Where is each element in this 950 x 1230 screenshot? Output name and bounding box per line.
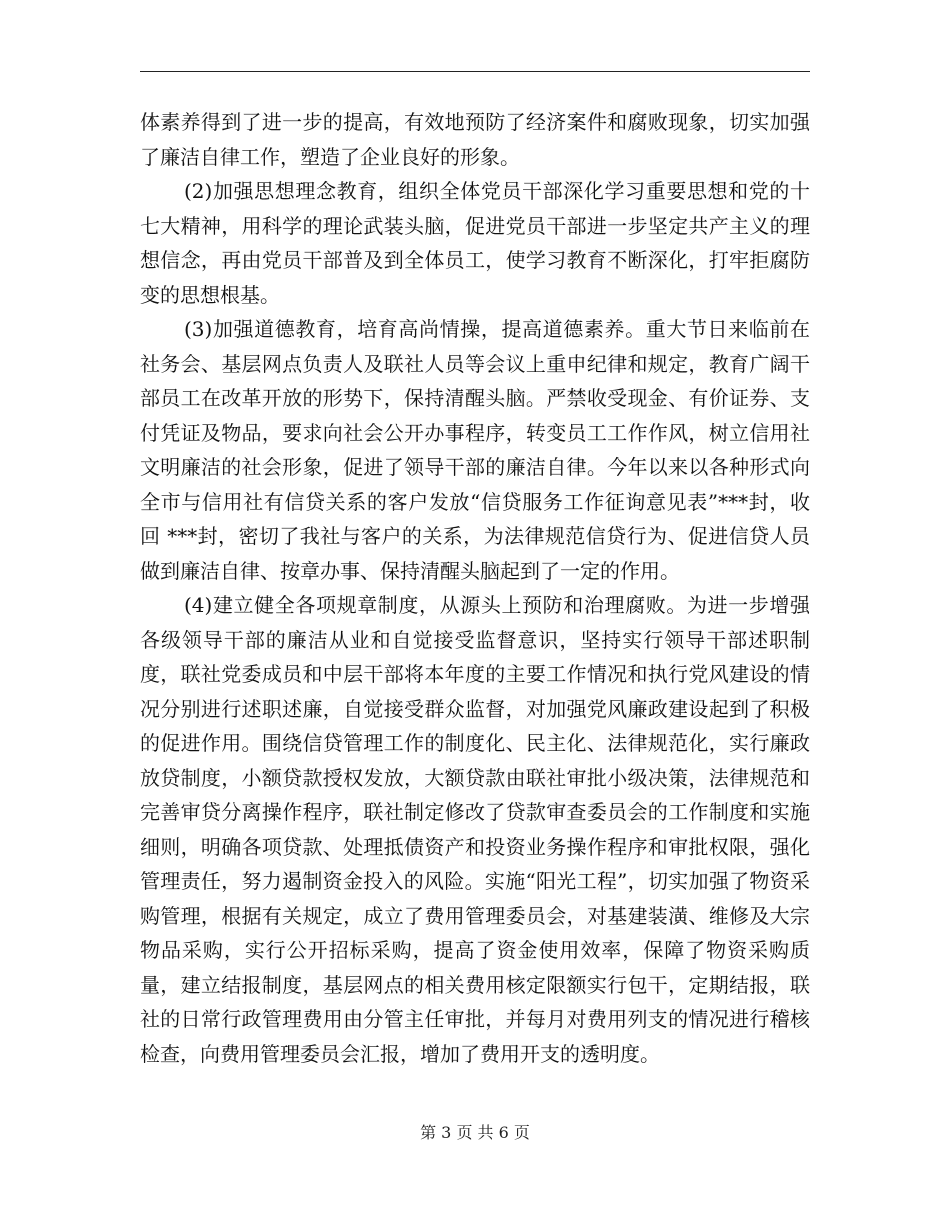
header-rule [140,71,810,72]
paragraph-continuation: 体素养得到了进一步的提高，有效地预防了经济案件和腐败现象，切实加强了廉洁自律工作，塑造了企业良好的形象。 [140,110,810,169]
paragraph-item-2: (2)加强思想理念教育，组织全体党员干部深化学习重要思想和党的十七大精神，用科学的理论武装头脑，促进党员干部进一步坚定共产主义的理想信念，再由党员干部普及到全体员工，使学习教育不断深化，打牢拒腐防变的思想根基。 [140,179,810,307]
paragraph-item-4: (4)建立健全各项规章制度，从源头上预防和治理腐败。为进一步增强各级领导干部的廉洁从业和自觉接受监督意识，坚持实行领导干部述职制度，联社党委成员和中层干部将本年度的主要工作情况和执行党风建设的情况分别进行述职述廉，自觉接受群众监督，对加强党风廉政建设起到了积极的促进作用。围绕信贷管理工作的制度化、民主化、法律规范化，实行廉政放贷制度，小额贷款授权发放，大额贷款由联社审批小级决策，法律规范和完善审贷分离操作程序，联社制定修改了贷款审查委员会的工作制度和实施细则，明确各项贷款、处理抵债资产和投资业务操作程序和审批权限，强化管理责任，努力遏制资金投入的风险。实施“阳光工程”，切实加强了物资采购管理，根据有关规定，成立了费用管理委员会，对基建装潢、维修及大宗物品采购，实行公开招标采购，提高了资金使用效率，保障了物资采购质量，建立结报制度，基层网点的相关费用核定限额实行包干，定期结报，联社的日常行政管理费用由分管主任审批，并每月对费用列支的情况进行稽核检查，向费用管理委员会汇报，增加了费用开支的透明度。 [140,593,810,1066]
page-number-footer: 第 3 页 共 6 页 [420,1123,530,1142]
paragraph-item-3: (3)加强道德教育，培育高尚情操，提高道德素养。重大节日来临前在社务会、基层网点负责人及联社人员等会议上重申纪律和规定，教育广阔干部员工在改革开放的形势下，保持清醒头脑。严禁收受现金、有价证券、支付凭证及物品，要求向社会公开办事程序，转变员工工作作风，树立信用社文明廉洁的社会形象，促进了领导干部的廉洁自律。今年以来以各种形式向全市与信用社有信贷关系的客户发放“信贷服务工作征询意见表”***封，收回 ***封，密切了我社与客户的关系，为法律规范信贷行为、促进信贷人员做到廉洁自律、按章办事、保持清醒头脑起到了一定的作用。 [140,317,810,583]
body-text [140,105,810,1071]
